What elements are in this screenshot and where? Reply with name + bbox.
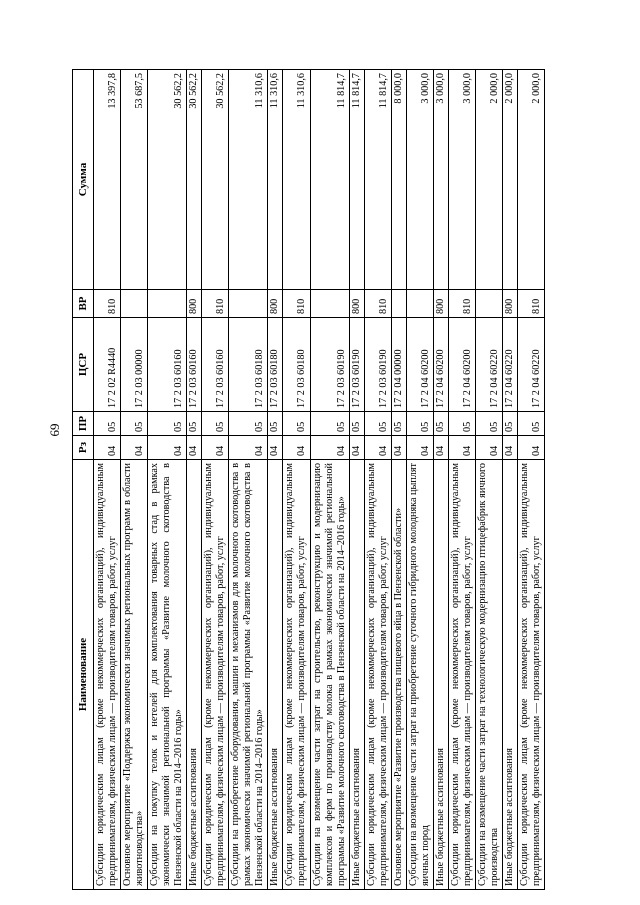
cell-rz: 04: [406, 436, 433, 460]
cell-pr: 05: [406, 412, 433, 436]
cell-rz: 04: [187, 436, 202, 460]
cell-csr: 17 2 04 60200: [433, 318, 448, 412]
cell-csr: 17 2 04 60200: [448, 318, 475, 412]
cell-sum: 13 397,8: [94, 70, 121, 290]
cell-name: Субсидии юридическим лицам (кроме некоммерческих организаций), индивидуальным предпринимателям, физическим лицам — производителям товаров, работ, услуг: [517, 460, 544, 890]
cell-pr: 05: [502, 412, 517, 436]
cell-sum: 11 310,6: [229, 70, 268, 290]
cell-vr: [391, 290, 406, 318]
cell-pr: 05: [517, 412, 544, 436]
cell-pr: 05: [94, 412, 121, 436]
cell-pr: 05: [268, 412, 283, 436]
cell-vr: 800: [502, 290, 517, 318]
table-row: [187, 70, 202, 890]
cell-csr: 17 2 03 60190: [364, 318, 391, 412]
cell-sum: 30 562,2: [202, 70, 229, 290]
cell-vr: [406, 290, 433, 318]
cell-pr: 05: [148, 412, 187, 436]
cell-sum: 11 814,7: [364, 70, 391, 290]
cell-rz: 04: [94, 436, 121, 460]
cell-rz: 04: [283, 436, 310, 460]
cell-vr: 810: [283, 290, 310, 318]
cell-csr: 17 2 03 60160: [148, 318, 187, 412]
table-row: [349, 70, 364, 890]
table-row: [502, 70, 517, 890]
cell-vr: [148, 290, 187, 318]
cell-rz: 04: [433, 436, 448, 460]
table-row: [517, 70, 544, 890]
cell-rz: 04: [391, 436, 406, 460]
cell-rz: 04: [502, 436, 517, 460]
table-row: [433, 70, 448, 890]
cell-rz: 04: [349, 436, 364, 460]
cell-csr: 17 2 03 60180: [229, 318, 268, 412]
header-name: Наименование: [73, 460, 94, 890]
cell-name: Субсидии юридическим лицам (кроме некоммерческих организаций), индивидуальным предпринимателям, физическим лицам — производителям товаров, работ, услуг: [94, 460, 121, 890]
header-rz: Рз: [73, 436, 94, 460]
cell-rz: 04: [517, 436, 544, 460]
cell-pr: 05: [310, 412, 349, 436]
header-pr: ПР: [73, 412, 94, 436]
cell-csr: 17 2 03 60190: [349, 318, 364, 412]
cell-name: Субсидии юридическим лицам (кроме некоммерческих организаций), индивидуальным предпринимателям, физическим лицам — производителям товаров, работ, услуг: [448, 460, 475, 890]
table-row: [202, 70, 229, 890]
cell-csr: 17 2 04 00000: [391, 318, 406, 412]
cell-name: Иные бюджетные ассигнования: [433, 460, 448, 890]
cell-csr: 17 2 04 60200: [406, 318, 433, 412]
rotated-page: [72, 70, 580, 890]
cell-name: Иные бюджетные ассигнования: [349, 460, 364, 890]
cell-vr: 810: [202, 290, 229, 318]
cell-pr: 05: [283, 412, 310, 436]
cell-rz: 04: [268, 436, 283, 460]
cell-vr: [229, 290, 268, 318]
table-header: [73, 70, 94, 890]
cell-sum: 11 310,6: [268, 70, 283, 290]
cell-pr: 05: [202, 412, 229, 436]
cell-sum: 8 000,0: [391, 70, 406, 290]
cell-csr: 17 2 03 60180: [268, 318, 283, 412]
cell-vr: 800: [268, 290, 283, 318]
cell-csr: 17 2 04 60220: [517, 318, 544, 412]
table-row: [310, 70, 349, 890]
cell-sum: 2 000,0: [517, 70, 544, 290]
cell-sum: 53 687,5: [121, 70, 148, 290]
cell-vr: [310, 290, 349, 318]
cell-csr: 17 2 03 60160: [202, 318, 229, 412]
table-row: [229, 70, 268, 890]
cell-vr: 810: [517, 290, 544, 318]
header-vr: ВР: [73, 290, 94, 318]
cell-vr: 800: [187, 290, 202, 318]
cell-rz: 04: [148, 436, 187, 460]
cell-vr: 810: [448, 290, 475, 318]
table-row: [406, 70, 433, 890]
header-row: [73, 70, 94, 890]
cell-name: Основное мероприятие «Поддержка экономически значимых региональных программ в области животноводства»: [121, 460, 148, 890]
cell-vr: 810: [94, 290, 121, 318]
cell-pr: 05: [229, 412, 268, 436]
cell-sum: 3 000,0: [433, 70, 448, 290]
table-row: [283, 70, 310, 890]
cell-vr: [475, 290, 502, 318]
cell-name: Иные бюджетные ассигнования: [187, 460, 202, 890]
cell-sum: 2 000,0: [475, 70, 502, 290]
cell-sum: 11 310,6: [283, 70, 310, 290]
cell-rz: 04: [475, 436, 502, 460]
cell-sum: 3 000,0: [448, 70, 475, 290]
cell-sum: 3 000,0: [406, 70, 433, 290]
cell-sum: 30 562,2: [148, 70, 187, 290]
header-sum: Сумма: [73, 70, 94, 290]
budget-table: [72, 69, 545, 890]
cell-rz: 04: [364, 436, 391, 460]
cell-csr: 17 2 03 60160: [187, 318, 202, 412]
cell-name: Субсидии на возмещение части затрат на строительство, реконструкцию и модернизацию комплексов и ферм по производству молока в рамках экономически значимой региональной программы «Развитие молочного скотоводства в Пензенской области на 2014–2016 годы»: [310, 460, 349, 890]
cell-name: Иные бюджетные ассигнования: [268, 460, 283, 890]
cell-vr: 810: [364, 290, 391, 318]
table-row: [148, 70, 187, 890]
cell-name: Субсидии юридическим лицам (кроме некоммерческих организаций), индивидуальным предпринимателям, физическим лицам — производителям товаров, работ, услуг: [364, 460, 391, 890]
cell-sum: 11 814,7: [310, 70, 349, 290]
cell-vr: [121, 290, 148, 318]
table-row: [268, 70, 283, 890]
cell-rz: 04: [202, 436, 229, 460]
table-row: [94, 70, 121, 890]
cell-csr: 17 2 03 60180: [283, 318, 310, 412]
cell-csr: 17 2 02 R4440: [94, 318, 121, 412]
cell-name: Основное мероприятие «Развитие производства пищевого яйца в Пензенской области»: [391, 460, 406, 890]
page-number: 69: [47, 423, 62, 437]
cell-csr: 17 2 03 60190: [310, 318, 349, 412]
table-row: [391, 70, 406, 890]
cell-pr: 05: [187, 412, 202, 436]
cell-name: Субсидии на приобретение оборудования, машин и механизмов для молочного скотоводства в рамках экономически значимой региональной программы «Развитие молочного скотоводства в Пензенской области на 2014–2016 годы»: [229, 460, 268, 890]
cell-csr: 17 2 04 60220: [502, 318, 517, 412]
cell-rz: 04: [121, 436, 148, 460]
cell-name: Субсидии на возмещение части затрат на приобретение суточного гибридного молодняка цыплят яичных пород: [406, 460, 433, 890]
cell-sum: 2 000,0: [502, 70, 517, 290]
cell-rz: 04: [310, 436, 349, 460]
cell-pr: 05: [475, 412, 502, 436]
table-row: [448, 70, 475, 890]
table-row: [475, 70, 502, 890]
cell-name: Субсидии на покупку телок и нетелей для комплектования товарных стад в рамках экономически значимой региональной программы «Развитие молочного скотоводства в Пензенской области на 2014–2016 годы»: [148, 460, 187, 890]
cell-name: Субсидии юридическим лицам (кроме некоммерческих организаций), индивидуальным предпринимателям, физическим лицам — производителям товаров, работ, услуг: [202, 460, 229, 890]
cell-sum: 11 814,7: [349, 70, 364, 290]
cell-name: Субсидии юридическим лицам (кроме некоммерческих организаций), индивидуальным предпринимателям, физическим лицам — производителям товаров, работ, услуг: [283, 460, 310, 890]
cell-vr: 800: [433, 290, 448, 318]
header-csr: ЦСР: [73, 318, 94, 412]
cell-rz: 04: [448, 436, 475, 460]
cell-pr: 05: [364, 412, 391, 436]
cell-pr: 05: [433, 412, 448, 436]
table-row: [121, 70, 148, 890]
cell-pr: 05: [448, 412, 475, 436]
cell-rz: 04: [229, 436, 268, 460]
cell-pr: 05: [121, 412, 148, 436]
cell-csr: 17 2 04 60220: [475, 318, 502, 412]
cell-sum: 30 562,2: [187, 70, 202, 290]
cell-name: Субсидии на возмещение части затрат на технологическую модернизацию птицефабрик яичного производства: [475, 460, 502, 890]
cell-csr: 17 2 03 00000: [121, 318, 148, 412]
cell-pr: 05: [349, 412, 364, 436]
cell-name: Иные бюджетные ассигнования: [502, 460, 517, 890]
table-body: [94, 70, 545, 890]
cell-pr: 05: [391, 412, 406, 436]
table-row: [364, 70, 391, 890]
cell-vr: 800: [349, 290, 364, 318]
